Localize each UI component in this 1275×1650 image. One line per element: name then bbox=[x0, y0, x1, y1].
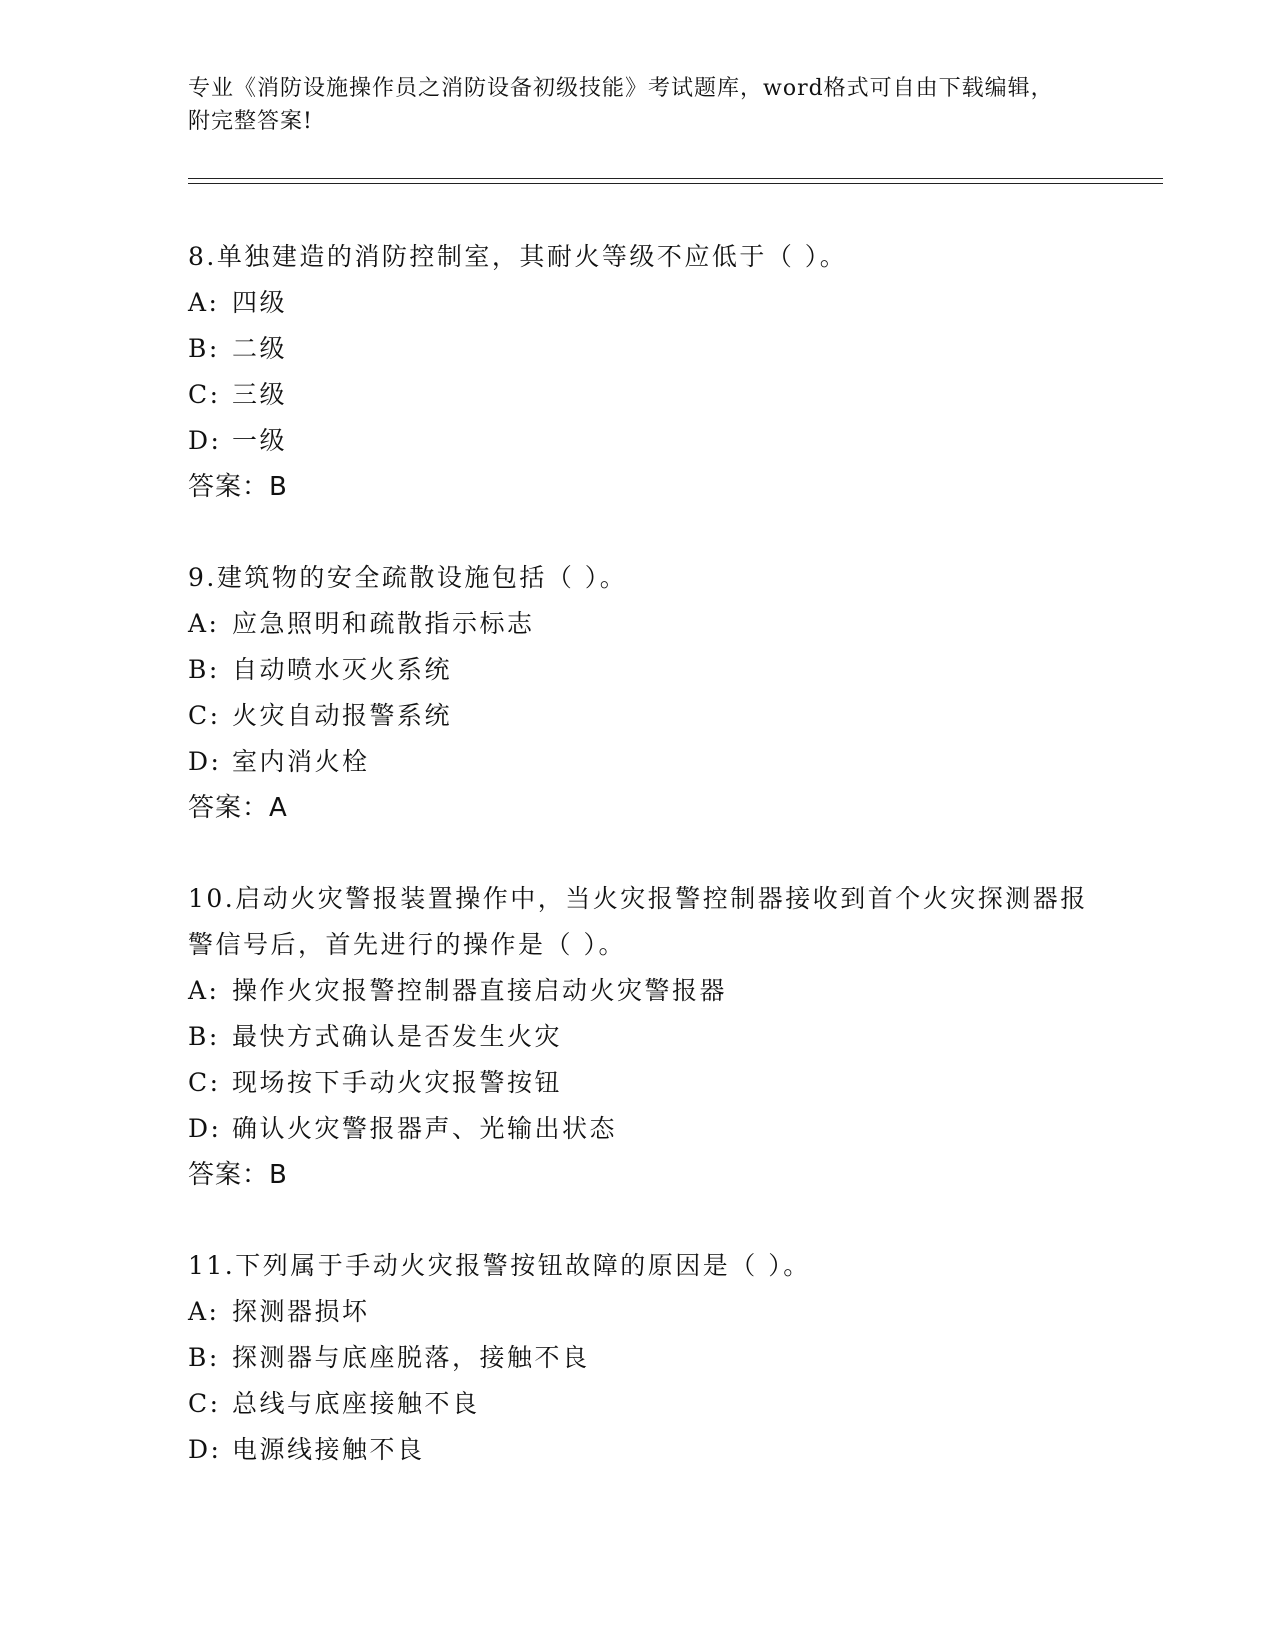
question-10 bbox=[188, 876, 1088, 1198]
question-stem: 8.单独建造的消防控制室，其耐火等级不应低于（ ）。 bbox=[188, 242, 848, 271]
option-b bbox=[188, 1335, 1088, 1381]
option-text: 最快方式确认是否发生火灾 bbox=[232, 1022, 563, 1051]
option-letter: A: bbox=[188, 976, 220, 1005]
question-11 bbox=[188, 1243, 1088, 1473]
document-intro: 专业《消防设施操作员之消防设备初级技能》考试题库，word格式可自由下载编辑，附完整答案! bbox=[188, 76, 1054, 134]
question-stem: 9.建筑物的安全疏散设施包括（ ）。 bbox=[188, 563, 628, 592]
option-text: 室内消火栓 bbox=[232, 747, 370, 776]
option-text: 二级 bbox=[232, 334, 288, 363]
answer-label: 答案：B bbox=[188, 472, 288, 502]
option-c bbox=[188, 372, 1088, 418]
option-a bbox=[188, 1289, 1088, 1335]
option-d bbox=[188, 418, 1088, 464]
option-letter: B: bbox=[188, 1343, 220, 1372]
option-letter: D: bbox=[188, 426, 222, 455]
option-letter: C: bbox=[188, 1389, 221, 1418]
option-d bbox=[188, 1106, 1088, 1152]
option-text: 四级 bbox=[232, 288, 288, 317]
option-text: 三级 bbox=[232, 380, 288, 409]
option-text: 操作火灾报警控制器直接启动火灾警报器 bbox=[232, 976, 728, 1005]
option-letter: C: bbox=[188, 1068, 221, 1097]
header-divider-bottom bbox=[188, 183, 1163, 184]
option-letter: A: bbox=[188, 609, 220, 638]
option-letter: D: bbox=[188, 747, 222, 776]
option-text: 应急照明和疏散指示标志 bbox=[232, 609, 535, 638]
option-letter: C: bbox=[188, 380, 221, 409]
option-letter: B: bbox=[188, 334, 220, 363]
option-text: 电源线接触不良 bbox=[232, 1435, 425, 1464]
question-9 bbox=[188, 555, 1088, 831]
option-letter: D: bbox=[188, 1114, 222, 1143]
option-d bbox=[188, 739, 1088, 785]
option-text: 一级 bbox=[232, 426, 288, 455]
option-text: 确认火灾警报器声、光输出状态 bbox=[232, 1114, 618, 1143]
option-text: 火灾自动报警系统 bbox=[232, 701, 453, 730]
header-divider-top bbox=[188, 178, 1163, 179]
option-letter: B: bbox=[188, 655, 220, 684]
option-a bbox=[188, 601, 1088, 647]
option-d bbox=[188, 1427, 1088, 1473]
option-text: 自动喷水灭火系统 bbox=[232, 655, 453, 684]
option-letter: C: bbox=[188, 701, 221, 730]
option-text: 探测器与底座脱落，接触不良 bbox=[232, 1343, 590, 1372]
option-b bbox=[188, 647, 1088, 693]
question-stem: 11.下列属于手动火灾报警按钮故障的原因是（ ）。 bbox=[188, 1251, 811, 1280]
option-a bbox=[188, 280, 1088, 326]
option-letter: B: bbox=[188, 1022, 220, 1051]
option-a bbox=[188, 968, 1088, 1014]
option-b bbox=[188, 326, 1088, 372]
option-c bbox=[188, 1060, 1088, 1106]
option-text: 总线与底座接触不良 bbox=[232, 1389, 480, 1418]
answer-label: 答案：A bbox=[188, 793, 288, 823]
option-c bbox=[188, 1381, 1088, 1427]
option-letter: A: bbox=[188, 1297, 220, 1326]
option-text: 探测器损坏 bbox=[232, 1297, 370, 1326]
option-letter: D: bbox=[188, 1435, 222, 1464]
option-c bbox=[188, 693, 1088, 739]
option-letter: A: bbox=[188, 288, 220, 317]
question-8 bbox=[188, 234, 1088, 510]
question-stem: 10.启动火灾警报装置操作中，当火灾报警控制器接收到首个火灾探测器报警信号后，首先进行的操作是（ ）。 bbox=[188, 884, 1088, 959]
option-text: 现场按下手动火灾报警按钮 bbox=[232, 1068, 563, 1097]
option-b bbox=[188, 1014, 1088, 1060]
answer-label: 答案：B bbox=[188, 1160, 288, 1190]
